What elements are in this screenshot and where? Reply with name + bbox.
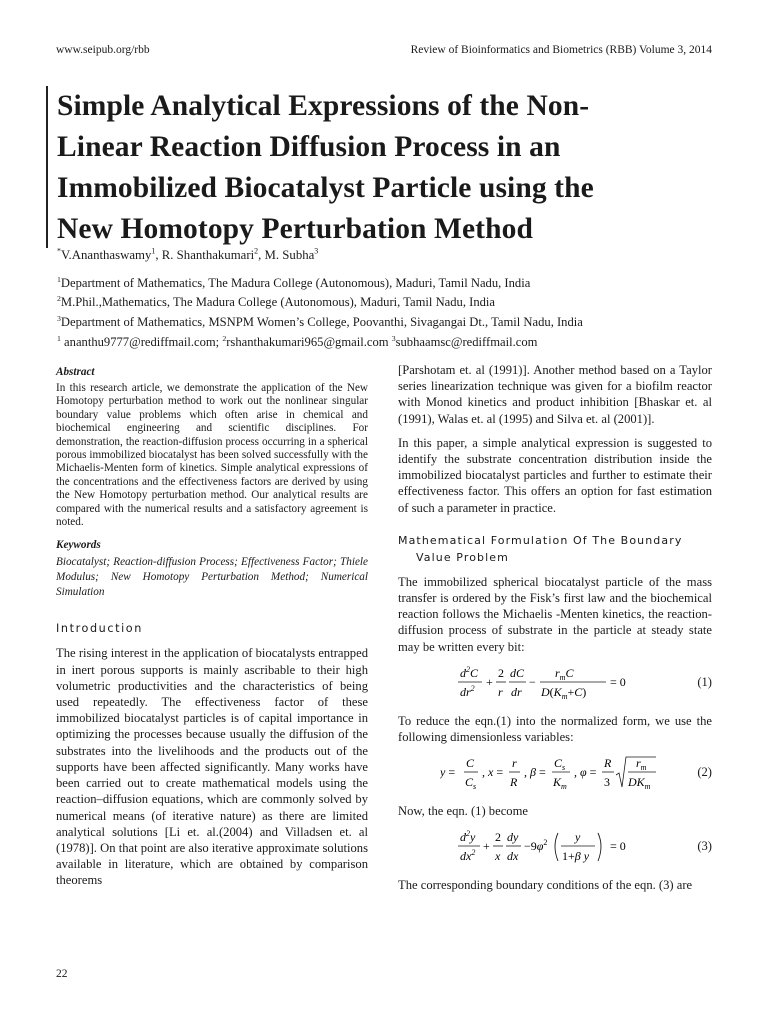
svg-text:dx: dx (507, 849, 519, 864)
svg-text:+: + (486, 674, 493, 689)
svg-text:dx2: $dx^2$ (460, 848, 476, 864)
svg-text:, β =: , β = (524, 765, 546, 780)
running-header (56, 44, 712, 60)
svg-text:rmC: $r_mC$ (555, 665, 574, 682)
equation-3-formula (458, 827, 638, 867)
paragraph: The immobilized spherical biocatalyst particle of the mass transfer is ordered by the Fisk’s first law and the biochemical reaction follows the Michaelis -Menten kinetics, the reaction-diffusion process of substrate in the particle at steady state may be written every bit: (398, 574, 712, 654)
title-line: Immobilized Biocatalyst Particle using the (57, 172, 594, 204)
svg-text:y: y (575, 830, 581, 845)
svg-text:dC: dC (510, 665, 525, 680)
svg-text:1+β y: 1+β y (562, 849, 590, 864)
svg-text:−9φ2: $-9\varphi^2$ (524, 838, 548, 854)
equation-2 (398, 753, 712, 793)
svg-text:−: − (529, 674, 536, 689)
title-line: Linear Reaction Diffusion Process in an (57, 131, 561, 163)
keywords-heading: Keywords (56, 539, 101, 552)
svg-text:dr: dr (511, 684, 522, 699)
svg-text:3: 3 (604, 775, 610, 790)
journal-url: www.seipub.org/rbb (56, 44, 150, 56)
author-list: *V.Ananthaswamy$^1$, R. Shanthakumari$^2$, M. Subha$^3$ (57, 246, 319, 262)
abstract-text: In this research article, we demonstrate the application of the New Homotopy perturbation method to work out the nonlinear singular boundary value problems which often arise in chemical and biochemical engineering and scientific disciplines. For demonstration, the reaction-diffusion process occurring in a spherical porous immobilized biocatalyst has been solved successfully with the Michaelis-Menten form of kinetics. Simple analytical expressions of the concentrations and the effectiveness factors are derived by using the New Homotopy perturbation method. Our analytical results are compared with the numerical results and a satisfactory agreement is noted. (56, 382, 368, 529)
svg-text:Km: $K_m$ (553, 775, 567, 792)
equation-2-formula (440, 753, 670, 793)
svg-text:d2y: $d^2y$ (460, 829, 476, 845)
paragraph: In this paper, a simple analytical expression is suggested to identify the substrate concentration distribution inside the immobilized biocatalyst particles and further to estimate their effectiveness factor. This offers an option for fast estimation of such a parameter in practice. (398, 435, 712, 515)
paper-title (57, 86, 717, 250)
affiliation-3: $^3$Department of Mathematics, MSNPM Women’s College, Poovanthi, Sivagangai Dt., Tamil Nadu, India (57, 313, 583, 329)
svg-text:, φ =: , φ = (574, 765, 597, 780)
svg-text:R: R (510, 775, 518, 790)
svg-text:Cs: $C_s$ (465, 775, 477, 792)
svg-text:r: r (498, 684, 503, 699)
paragraph: [Parshotam et. al (1991)]. Another method based on a Taylor series linearization technique was given for a biofilm reactor with Monod kinetics and product inhibition [Bhaskar et. al (1991), Walas et. al (1995) and Silva et. al (2001)]. (398, 363, 712, 426)
svg-text:r: r (512, 756, 517, 771)
svg-text:2: 2 (498, 665, 504, 680)
svg-text:R: R (604, 756, 612, 771)
page-number: 22 (56, 968, 68, 980)
svg-text:DKm: $DK_m$ (628, 775, 651, 792)
affiliation-2: $^2$M.Phil.,Mathematics, The Madura College (Autonomous), Maduri, Tamil Nadu, India (57, 293, 496, 309)
journal-citation: Review of Bioinformatics and Biometrics (RBB) Volume 3, 2014 (410, 44, 712, 56)
svg-text:dr2: $dr^2$ (460, 683, 475, 699)
paragraph: Now, the eqn. (1) become (398, 804, 528, 819)
equation-number: (1) (697, 674, 712, 689)
svg-text:= 0: = 0 (610, 674, 626, 689)
svg-text:2: 2 (495, 830, 501, 845)
equation-1-formula (458, 663, 638, 703)
paragraph: The corresponding boundary conditions of the eqn. (3) are (398, 878, 693, 893)
svg-text:D(Km+C): $D(K_m+C)$ (541, 684, 587, 701)
svg-text:x: x (495, 849, 501, 864)
keywords-text: Biocatalyst; Reaction-diffusion Process; Effectiveness Factor; Thiele Modulus; New Homotopy Perturbation Method; Numerical Simulation (56, 556, 368, 599)
svg-text:d2C: $d^2C$ (460, 664, 479, 680)
title-line: New Homotopy Perturbation Method (57, 213, 533, 245)
svg-text:= 0: = 0 (610, 839, 626, 854)
svg-text:dy: dy (507, 830, 519, 845)
introduction-heading: Introduction (56, 622, 143, 636)
right-column (398, 362, 712, 902)
title-accent-bar (46, 86, 48, 248)
svg-text:Cs: $C_s$ (554, 756, 566, 773)
equation-number: (3) (697, 839, 712, 854)
svg-text:C: C (466, 756, 475, 771)
affiliation-1: $^1$Department of Mathematics, The Madura College (Autonomous), Maduri, Tamil Nadu, India (57, 274, 531, 290)
left-column (56, 366, 368, 889)
introduction-text: The rising interest in the application of biocatalysts entrapped in inert porous supports is mainly ascribable to their high volumetric productivities and the characteristics of being used repeatedly. The effectiveness factor of these immobilized biocatalyst particles is of capital importance in optimizing the processes because usually the diffusion of the substrates into the livelihoods and the products out of the supports have been affected significantly. Many works have been carried out to create mathematical models using the reaction–diffusion equations, which are commonly solved by numerical means (of iterative nature) as there are limited analytical solutions [Li et. al.(2004) and Villadsen et. al (1978)]. On that point are also iterative approximate solutions available in literature, which are obtained by comparison theorems (56, 646, 368, 888)
svg-text:y =: y = (440, 765, 456, 780)
paragraph: To reduce the eqn.(1) into the normalized form, we use the following dimensionless variables: (398, 713, 712, 745)
author-emails: $^1$ ananthu9777@rediffmail.com; $^2$rshanthakumari965@gmail.com $^3$subhaamsc@rediffmail.com (57, 333, 538, 349)
equation-3 (398, 827, 712, 867)
abstract-heading: Abstract (56, 366, 95, 378)
title-line: Simple Analytical Expressions of the Non- (57, 90, 590, 122)
equation-number: (2) (697, 765, 712, 780)
equation-1 (398, 663, 712, 703)
svg-text:+: + (483, 839, 490, 854)
svg-text:, x =: , x = (482, 765, 504, 780)
section-heading: Mathematical Formulation Of The Boundary Value Problem (398, 533, 683, 564)
svg-text:rm: $r_m$ (636, 756, 647, 773)
